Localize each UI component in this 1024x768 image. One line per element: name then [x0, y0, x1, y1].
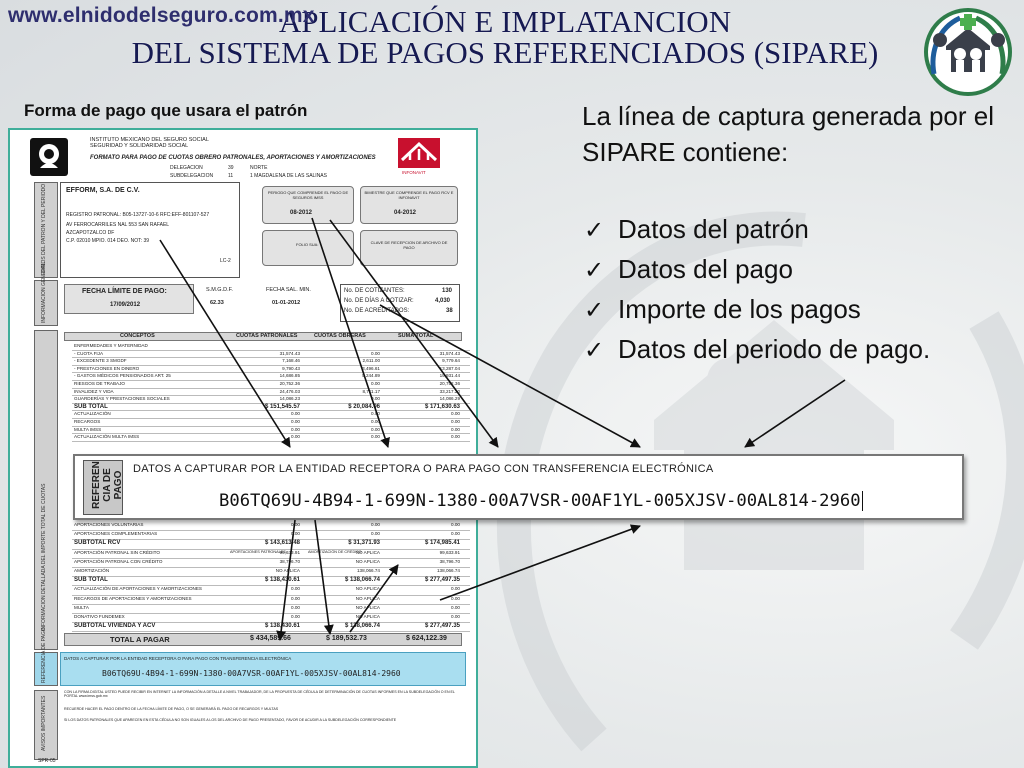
row-label: ACTUALIZACIÓN DE APORTACIONES Y AMORTIZACIONES	[74, 586, 202, 592]
folio-box	[262, 230, 354, 266]
side-avisos: AVISOS IMPORTANTES	[34, 690, 58, 760]
periodo-infonavit: 04-2012	[394, 210, 417, 216]
row-value: 7,168.46	[282, 358, 300, 364]
smgdf: 62.33	[210, 300, 224, 306]
row-value: 31,574.43	[279, 350, 300, 356]
total-obreras: $ 189,532.73	[326, 635, 367, 642]
fecha-sal: 01-01-2012	[272, 300, 301, 306]
checklist-item: ✓ Importe de los pagos	[584, 290, 930, 330]
row-label: SUB TOTAL	[74, 403, 108, 410]
cotizantes-label: No. DE COTIZANTES:	[344, 288, 405, 294]
row-value: NO APLICA	[275, 568, 300, 573]
row-label: AMORTIZACIÓN	[74, 568, 110, 573]
row-value: $ 171,630.63	[424, 403, 460, 410]
acreditados: 38	[446, 308, 453, 314]
row-value: 24,476.03	[279, 388, 300, 394]
callout-title: DATOS A CAPTURAR POR LA ENTIDAD RECEPTORA O PARA PAGO CON TRANSFERENCIA ELECTRÓNICA	[133, 463, 714, 475]
row-value: 99,633.91	[279, 549, 300, 555]
side-referencia: REFERENCIA DE PAGO	[34, 652, 58, 686]
row-label: ACTUALIZACIÓN	[74, 411, 111, 417]
row-label: SUBTOTAL RCV	[74, 540, 121, 547]
folio-label: FOLIO SUA:	[296, 242, 319, 247]
dias-label: No. DE DÍAS A COTIZAR:	[344, 298, 414, 304]
delegacion-num: 39	[228, 165, 234, 171]
title-line-1: APLICACIÓN E IMPLATANCION	[278, 4, 732, 39]
row-value: 5,244.89	[362, 373, 380, 379]
row-label: ENFERMEDADES Y MATERNIDAD	[74, 343, 148, 348]
row-value: 13,287.04	[439, 365, 460, 371]
employer-address-2: AZCAPOTZALCO DF	[66, 230, 115, 236]
form-institution-motto: SEGURIDAD Y SOLIDARIDAD SOCIAL	[90, 143, 189, 149]
employer-name: EFFORM, S.A. DE C.V.	[66, 187, 140, 194]
form-institution: INSTITUTO MEXICANO DEL SEGURO SOCIAL	[90, 137, 209, 143]
row-value: 0.00	[371, 350, 380, 356]
row-value: 0.00	[451, 426, 460, 432]
row-value: 138,066.74	[437, 568, 460, 573]
col-conceptos: CONCEPTOS	[120, 333, 155, 339]
fecha-limite: 17/09/2012	[110, 302, 141, 308]
row-value: 0.00	[451, 434, 460, 440]
form-footer-code: SPR-05	[38, 758, 56, 764]
payment-form-image	[8, 128, 478, 768]
periodo-imss-label: PERIODO QUE COMPRENDE EL PAGO DE SEGUROS IMSS	[267, 190, 349, 200]
row-value: NO APLICA	[355, 595, 380, 601]
row-label: - CUOTA FIJA	[74, 350, 104, 356]
row-value: 0.00	[291, 419, 300, 424]
employer-address-1: AV FERROCARRILES NAL 553 SAN RAFAEL	[66, 222, 170, 228]
subdelegacion-name: 1 MAGDALENA DE LAS SALINAS	[250, 173, 327, 179]
row-value: 14,086.23	[279, 396, 300, 402]
row-value: 0.00	[371, 434, 380, 440]
row-label: RECARGOS DE APORTACIONES Y AMORTIZACIONES	[74, 595, 192, 601]
row-label: RIESGOS DE TRABAJO	[74, 381, 125, 386]
periodo-imss: 08-2012	[290, 210, 313, 216]
row-label: APORTACIONES COMPLEMENTARIAS	[74, 531, 158, 537]
row-value: 3,496.61	[362, 365, 380, 371]
row-value: $ 277,497.35	[424, 577, 460, 584]
dias: 4,030	[435, 298, 451, 304]
row-value: 0.00	[371, 531, 380, 537]
checkmark-icon: ✓	[584, 257, 605, 284]
checkmark-icon: ✓	[584, 297, 605, 324]
row-value: 0.00	[291, 531, 300, 537]
row-value: NO APLICA	[355, 558, 380, 564]
row-value: 0.00	[451, 531, 460, 537]
row-label: ACTUALIZACIÓN MULTA IMSS	[74, 434, 140, 440]
row-label: - GASTOS MÉDICOS PENSIONADOS ART. 25	[74, 373, 171, 379]
row-value: $ 138,066.74	[344, 623, 380, 630]
employer-address-3: C.P. 02010 MPIO. 014 DEO. NOT: 39	[66, 238, 150, 244]
row-value: $ 143,613.48	[264, 540, 300, 547]
col-patronales: CUOTAS PATRONALES	[236, 333, 298, 339]
row-value: 0.00	[371, 426, 380, 432]
callout-code: B06TQ69U-4B94-1-699N-1380-00A7VSR-00AF1YL-005XJSV-00AL814-2960	[219, 491, 861, 511]
checklist	[584, 210, 930, 370]
row-value: 9,790.43	[282, 365, 300, 371]
row-value: 0.00	[371, 522, 380, 527]
fecha-limite-label: FECHA LÍMITE DE PAGO:	[82, 288, 167, 295]
form-title: FORMATO PARA PAGO DE CUOTAS OBRERO PATRONALES, APORTACIONES Y AMORTIZACIONES	[90, 155, 376, 161]
aviso-3: SI LOS DATOS PATRONALES QUE APARECEN EN ESTA CÉDULA NO SON IGUALES A LOS DEL ARCHIVO DE PAGO PRESENTADO, FAVOR DE ACUDIR A LA SUBDELEGACIÓN CORRESPONDIENTE	[64, 718, 397, 722]
row-value: 0.00	[291, 604, 300, 610]
referencia-title: DATOS A CAPTURAR POR LA ENTIDAD RECEPTORA O PARA PAGO CON TRANSFERENCIA ELECTRÓNICA	[64, 656, 292, 661]
row-value: NO APLICA	[355, 614, 380, 619]
row-value: $ 31,371.93	[348, 540, 380, 547]
sub-col-patronal: APORTACIONES PATRONALES	[230, 550, 286, 554]
family-house-logo-icon	[920, 2, 1016, 98]
col-total: SUMA TOTAL	[398, 333, 434, 339]
imss-eagle-logo-icon	[30, 138, 68, 176]
row-value: $ 20,084.06	[348, 403, 380, 410]
aviso-2: RECUERDE HACER EL PAGO DENTRO DE LA FECHA LÍMITE DE PAGO, O SE GENERARÁ EL PAGO DE RECARGOS Y MULTAS	[64, 707, 279, 711]
infonavit-logo-icon	[398, 138, 440, 168]
description-text: La línea de captura generada por el SIPARE contiene:	[582, 101, 994, 167]
row-label: APORTACIÓN PATRONAL SIN CRÉDITO	[74, 549, 160, 555]
subdelegacion-label: SUBDELEGACION	[170, 173, 214, 179]
row-divider	[72, 441, 470, 442]
row-label: APORTACIÓN PATRONAL CON CRÉDITO	[74, 558, 163, 564]
row-value: 20,752.36	[279, 381, 300, 386]
aviso-1: CON LA FIRMA DIGITAL USTED PUEDE RECIBIR EN INTERNET LA INFORMACIÓN A DETALLE A NIVEL TRABAJADOR, DE LA PROPUESTA DE CÉDULA DE DETERMINACIÓN DE CUOTAS INFORMES EN LA SUBDELEGACIÓN O EN EL PORTAL www.imss.gob.mx	[64, 690, 455, 698]
row-value: 38,796.70	[279, 558, 300, 564]
row-value: 9,779.64	[442, 358, 460, 364]
row-value: 0.00	[451, 586, 460, 592]
row-value: 0.00	[291, 411, 300, 417]
delegacion-label: DELEGACION	[170, 165, 203, 171]
callout-side-label: REFEREN CIA DE PAGO	[83, 460, 123, 515]
row-value: NO APLICA	[355, 604, 380, 610]
form-lc-code: LC-2	[220, 258, 231, 264]
row-label: DONATIVO FUNDEMEX	[74, 614, 125, 619]
delegacion-name: NORTE	[250, 165, 268, 171]
row-label: GUARDERÍAS Y PRESTACIONES SOCIALES	[74, 396, 170, 402]
row-label: APORTACIONES VOLUNTARIAS	[74, 522, 144, 527]
row-value: 0.00	[291, 614, 300, 619]
row-value: $ 138,430.61	[264, 577, 300, 584]
row-label: SUBTOTAL VIVIENDA Y ACV	[74, 623, 156, 630]
reference-callout	[73, 454, 964, 520]
side-info-general: INFORMACION GENERAL	[34, 280, 58, 326]
site-url: www.elnidodelseguro.com.mx	[8, 4, 315, 27]
row-value: 0.00	[371, 419, 380, 424]
row-value: 0.00	[291, 595, 300, 601]
row-value: 0.00	[371, 381, 380, 386]
subdelegacion-num: 11	[228, 173, 234, 179]
row-label: INVALIDEZ Y VIDA	[74, 388, 114, 394]
total-label: TOTAL A PAGAR	[110, 635, 170, 644]
checklist-item: ✓ Datos del pago	[584, 250, 930, 290]
row-label: - EXCEDENTE 3 SMGDF	[74, 358, 127, 364]
side-datos-patron: DATOS DEL PATRON Y DEL PERIODO	[34, 182, 58, 278]
checkmark-icon: ✓	[584, 337, 605, 364]
sub-col-credito: AMORTIZACIÓN DE CRÉDITO	[308, 550, 362, 554]
row-value: 0.00	[371, 411, 380, 417]
infonavit-label: INFONAVIT	[402, 170, 426, 175]
row-value: 0.00	[451, 595, 460, 601]
text-cursor	[862, 491, 863, 511]
row-value: 138,066.74	[357, 568, 380, 573]
row-value: $ 138,430.61	[264, 623, 300, 630]
row-value: 0.00	[451, 419, 460, 424]
row-value: 0.00	[291, 426, 300, 432]
row-value: 38,796.70	[439, 558, 460, 564]
side-detalle: INFORMACION DETALLADA DEL IMPORTE TOTAL DE CUOTAS	[34, 330, 58, 650]
row-value: 0.00	[291, 586, 300, 592]
row-value: $ 277,497.35	[424, 623, 460, 630]
row-divider	[72, 631, 470, 632]
checklist-item: ✓ Datos del periodo de pago.	[584, 330, 930, 370]
total-patronales: $ 434,589.66	[250, 635, 291, 642]
row-value: NO APLICA	[355, 586, 380, 592]
row-label: MULTA	[74, 604, 89, 610]
row-label: - PRESTACIONES EN DINERO	[74, 365, 140, 371]
row-value: 31,574.43	[439, 350, 460, 356]
row-value: 0.00	[451, 411, 460, 417]
row-label: SUB TOTAL	[74, 577, 108, 584]
row-value: 14,686.85	[279, 373, 300, 379]
col-obreras: CUOTAS OBRERAS	[314, 333, 366, 339]
fecha-sal-label: FECHA SAL. MIN.	[266, 287, 311, 293]
row-value: 2,611.00	[362, 358, 380, 364]
checklist-item: ✓ Datos del patrón	[584, 210, 930, 250]
row-value: 33,217.20	[439, 388, 460, 394]
referencia-code: B06TQ69U-4B94-1-699N-1380-00A7VSR-00AF1YL-005XJSV-00AL814-2960	[102, 669, 401, 678]
row-value: 0.00	[451, 604, 460, 610]
row-value: 19,931.44	[439, 373, 460, 379]
row-value: NO APLICA	[355, 549, 380, 555]
row-value: 0.00	[291, 434, 300, 440]
row-value: 0.00	[451, 614, 460, 619]
checkmark-icon: ✓	[584, 217, 605, 244]
row-value: 8,711.17	[362, 388, 380, 394]
row-label: MULTA IMSS	[74, 426, 102, 432]
row-value: $ 138,066.74	[344, 577, 380, 584]
row-value: 20,752.36	[439, 381, 460, 386]
cotizantes: 130	[442, 288, 453, 294]
row-label: RECARGOS	[74, 419, 101, 424]
row-value: $ 174,985.41	[424, 540, 460, 547]
total: $ 624,122.39	[406, 635, 447, 642]
archivo-label: CLAVE DE RECEPCION DE ARCHIVO DE PAGO	[370, 240, 448, 250]
title-line-2: DEL SISTEMA DE PAGOS REFERENCIADOS (SIPARE)	[131, 35, 879, 70]
row-value: 0.00	[451, 522, 460, 527]
row-value: 14,086.29	[439, 396, 460, 402]
employer-registro: REGISTRO PATRONAL: B05-13727-10-6 RFC:EFF-801107-527	[66, 212, 210, 218]
form-caption: Forma de pago que usara el patrón	[24, 101, 308, 120]
row-value: 0.00	[371, 396, 380, 402]
row-value: 99,633.91	[439, 549, 460, 555]
periodo-infonavit-label: BIMESTRE QUE COMPRENDE EL PAGO RCV E INFONAVIT	[364, 190, 454, 200]
acreditados-label: No. DE ACREDITADOS:	[344, 308, 410, 314]
row-value: $ 151,545.57	[264, 403, 300, 410]
row-value: 0.00	[291, 522, 300, 527]
smgdf-label: S.M.G.D.F.	[206, 287, 233, 293]
